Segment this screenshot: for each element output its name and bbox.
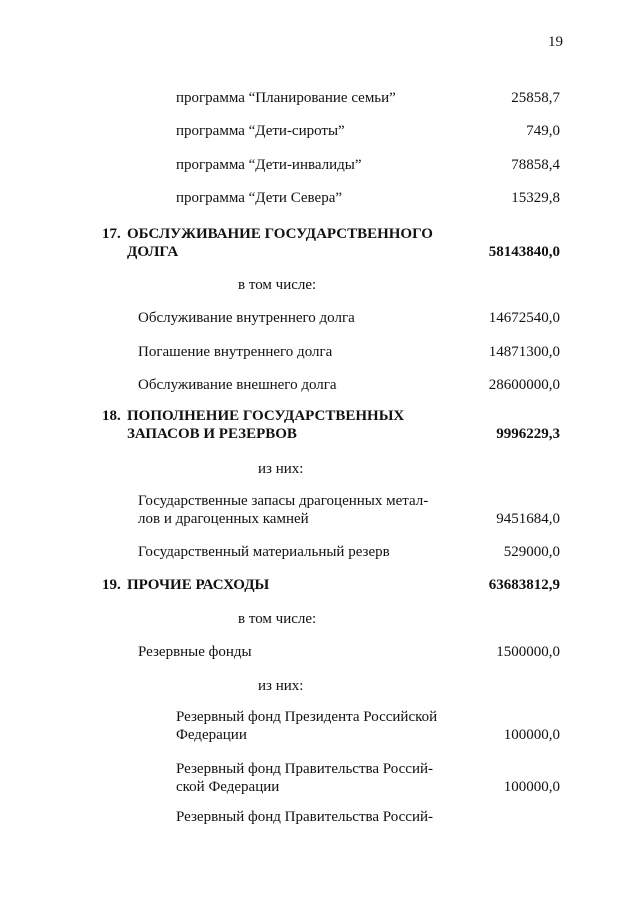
item-value: 28600000,0 — [488, 377, 560, 393]
subheading: из них: — [258, 678, 304, 694]
section-number: 19. — [102, 577, 121, 593]
section-number: 18. — [102, 408, 121, 424]
item-value: 100000,0 — [503, 727, 560, 743]
item-value: 100000,0 — [503, 779, 560, 795]
program-value: 15329,8 — [511, 190, 560, 206]
item-value: 1500000,0 — [496, 644, 560, 660]
item-label: Резервный фонд Правительства Россий- — [176, 809, 434, 825]
item-label: Обслуживание внешнего долга — [138, 377, 337, 393]
subheading: в том числе: — [238, 277, 317, 293]
item-label: лов и драгоценных камней — [138, 511, 309, 527]
section-total: 9996229,3 — [496, 426, 560, 442]
section-title: ДОЛГА — [127, 244, 179, 260]
item-label: Государственные запасы драгоценных метал- — [138, 493, 429, 509]
section-title: ЗАПАСОВ И РЕЗЕРВОВ — [127, 426, 297, 442]
item-label: Резервные фонды — [138, 644, 252, 660]
section-title: ПРОЧИЕ РАСХОДЫ — [127, 577, 270, 593]
program-value: 25858,7 — [511, 90, 560, 106]
program-value: 749,0 — [526, 123, 560, 139]
item-label: Резервный фонд Правительства Россий- — [176, 761, 434, 777]
program-label: программа “Дети-сироты” — [176, 123, 345, 139]
item-label: Обслуживание внутреннего долга — [138, 310, 355, 326]
subheading: в том числе: — [238, 611, 317, 627]
section-title: ПОПОЛНЕНИЕ ГОСУДАРСТВЕННЫХ — [127, 408, 405, 424]
subheading: из них: — [258, 461, 304, 477]
program-value: 78858,4 — [511, 157, 560, 173]
page-number: 19 — [548, 34, 563, 50]
item-value: 14672540,0 — [488, 310, 560, 326]
section-number: 17. — [102, 226, 121, 242]
section-total: 58143840,0 — [488, 244, 560, 260]
item-label: Резервный фонд Президента Российской — [176, 709, 438, 725]
program-label: программа “Дети-инвалиды” — [176, 157, 362, 173]
item-value: 14871300,0 — [488, 344, 560, 360]
program-label: программа “Дети Севера” — [176, 190, 343, 206]
program-label: программа “Планирование семьи” — [176, 90, 396, 106]
item-label: Государственный материальный резерв — [138, 544, 390, 560]
item-label: ской Федерации — [176, 779, 280, 795]
item-label: Федерации — [176, 727, 247, 743]
item-value: 529000,0 — [503, 544, 560, 560]
section-total: 63683812,9 — [488, 577, 560, 593]
item-value: 9451684,0 — [496, 511, 560, 527]
section-title: ОБСЛУЖИВАНИЕ ГОСУДАРСТВЕННОГО — [127, 226, 433, 242]
item-label: Погашение внутреннего долга — [138, 344, 333, 360]
